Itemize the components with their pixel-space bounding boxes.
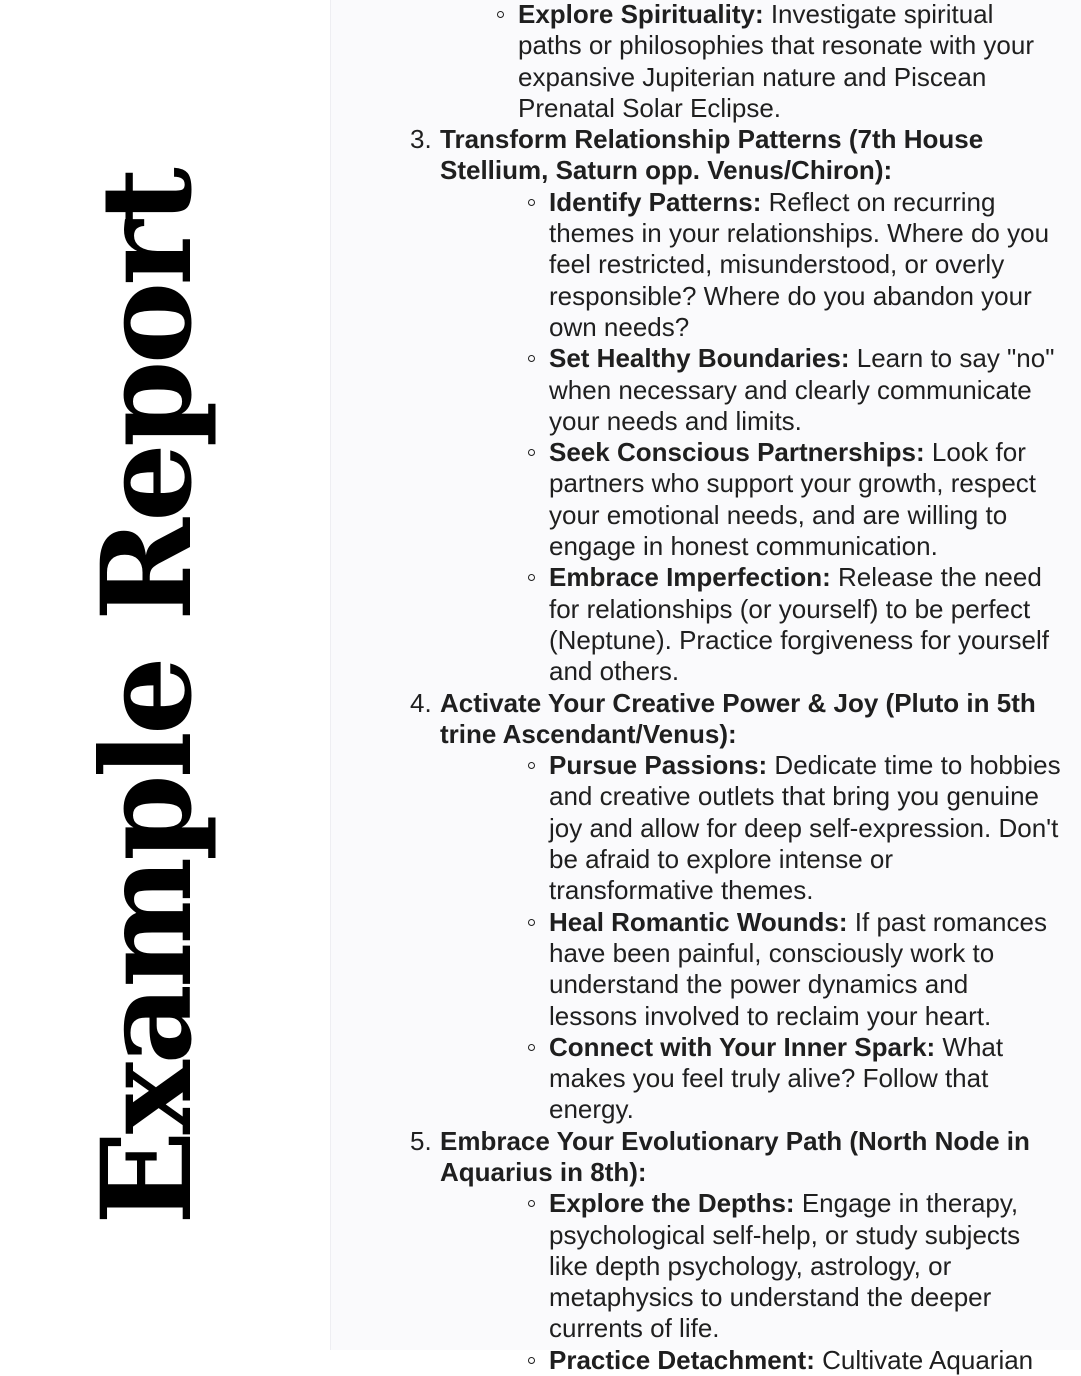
- item-title: Heal Romantic Wounds:: [549, 906, 848, 937]
- hollow-bullet-icon: [528, 919, 535, 926]
- sub-list-item: [549, 343, 1061, 437]
- sub-list-item: [549, 750, 1061, 906]
- item-title: Explore the Depths:: [549, 1188, 795, 1219]
- section-sub-list: [440, 187, 1061, 688]
- hollow-bullet-icon: [528, 1200, 535, 1207]
- section-sub-list: [440, 1188, 1061, 1376]
- hollow-bullet-icon: [528, 762, 535, 769]
- hollow-bullet-icon: [528, 1357, 535, 1364]
- report-document: [331, 0, 1061, 1376]
- section-3: [410, 124, 1061, 687]
- item-text: Look for partners who support your growth, respect your emotional needs, and are willing to engage in honest communication.: [549, 437, 1037, 562]
- item-text: Release the need for relationships (or yourself) to be perfect (Neptune). Practice forgiveness for yourself and others.: [549, 562, 1049, 687]
- item-text: If past romances have been painful, consciously work to understand the power dynamics and lessons involved to reclaim your heart.: [549, 906, 1047, 1031]
- item-title: Seek Conscious Partnerships:: [549, 437, 925, 468]
- item-title: Practice Detachment:: [549, 1344, 815, 1375]
- sub-list-item: [549, 562, 1061, 687]
- hollow-bullet-icon: [528, 199, 535, 206]
- report-title: Example Report: [75, 171, 220, 1225]
- section-5: [410, 1125, 1061, 1376]
- item-text: Dedicate time to hobbies and creative outlets that bring you genuine joy and allow for deep self-expression. Don't be afraid to explore intense or transformative themes.: [549, 750, 1061, 906]
- item-title: Set Healthy Boundaries:: [549, 343, 850, 374]
- section-heading: Transform Relationship Patterns (7th House Stellium, Saturn opp. Venus/Chiron):: [440, 124, 984, 186]
- item-text: Learn to say "no" when necessary and clearly communicate your needs and limits.: [549, 343, 1055, 436]
- section-number: 3.: [410, 124, 432, 155]
- section-number: 4.: [410, 687, 432, 718]
- sub-list-item: [549, 1188, 1061, 1344]
- item-text: Reflect on recurring themes in your relationships. Where do you feel restricted, misunderstood, or overly responsible? Where do you abandon your own needs?: [549, 186, 1050, 342]
- item-title: Explore Spirituality:: [518, 0, 764, 29]
- report-content-panel: [330, 0, 1081, 1375]
- sub-list-item: [549, 187, 1061, 343]
- hollow-bullet-icon: [528, 355, 535, 362]
- item-text: Investigate spiritual paths or philosophies that resonate with your expansive Jupiterian nature and Piscean Prenatal Solar Eclipse.: [518, 0, 1034, 123]
- item-text: Engage in therapy, psychological self-help, or study subjects like depth psychology, astrology, or metaphysics to understand the deeper currents of life.: [549, 1188, 1021, 1344]
- hollow-bullet-icon: [528, 449, 535, 456]
- sub-list-item: [518, 0, 1061, 124]
- side-title-panel: [0, 0, 330, 1350]
- hollow-bullet-icon: [528, 1044, 535, 1051]
- section-4: [410, 687, 1061, 1126]
- numbered-list: [331, 124, 1061, 1376]
- item-title: Identify Patterns:: [549, 186, 762, 217]
- section-heading: Activate Your Creative Power & Joy (Pluto in 5th trine Ascendant/Venus):: [440, 687, 1036, 749]
- section-heading: Embrace Your Evolutionary Path (North Node in Aquarius in 8th):: [440, 1125, 1030, 1187]
- item-title: Pursue Passions:: [549, 750, 768, 781]
- hollow-bullet-icon: [497, 11, 504, 18]
- item-title: Connect with Your Inner Spark:: [549, 1031, 936, 1062]
- section-sub-list: [440, 750, 1061, 1126]
- continued-sub-list: [331, 0, 1061, 124]
- sub-list-item: [549, 1345, 1061, 1376]
- item-title: Embrace Imperfection:: [549, 562, 831, 593]
- item-text: Cultivate Aquarian: [814, 1344, 1034, 1375]
- hollow-bullet-icon: [528, 574, 535, 581]
- section-number: 5.: [410, 1125, 432, 1156]
- sub-list-item: [549, 437, 1061, 562]
- sub-list-item: [549, 907, 1061, 1032]
- item-text: What makes you feel truly alive? Follow that energy.: [549, 1031, 1004, 1125]
- sub-list-item: [549, 1032, 1061, 1126]
